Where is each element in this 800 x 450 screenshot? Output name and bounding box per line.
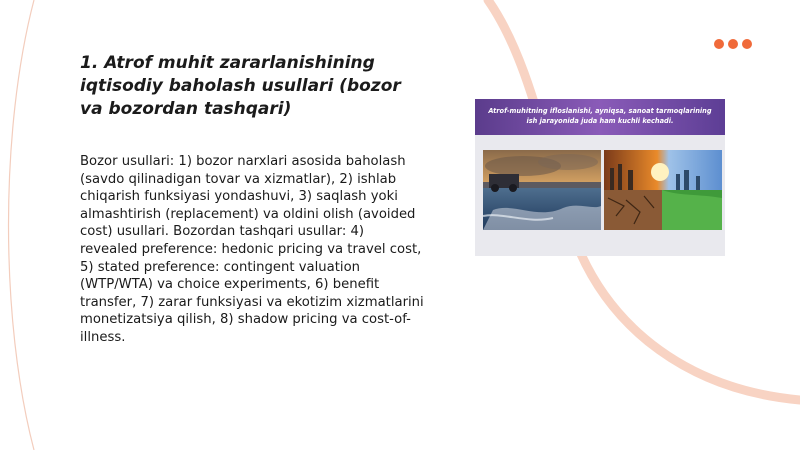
illustration-figure — [475, 99, 725, 256]
figure-caption-banner: Atrof-muhitning ifloslanishi, ayniqsa, sanoat tarmoqlarining ish jarayonida juda ham kuchli kechadi. — [475, 99, 725, 135]
slide-title: 1. Atrof muhit zararlanishining iqtisodiy baholash usullari (bozor va bozordan tashqari) — [80, 53, 401, 119]
three-dots-icon — [714, 39, 752, 49]
dot — [728, 39, 738, 49]
decorative-arc-left — [9, 0, 35, 450]
contrast-landscape-photo — [604, 150, 722, 230]
slide-body-text: Bozor usullari: 1) bozor narxlari asosida baholash (savdo qilinadigan tovar va xizmatlar), 2) ishlab chiqarish funksiyasi yondashuvi, 3) saqlash yoki almashtirish (replacement) va oldini olish (avoided cost) usullari. Bozordan tashqari usullar: 4) revealed preference: hedonic pricing va travel cost, 5) stated preference: contingent valuation (WTP/WTA) va choice experiments, 6) benefit transfer, 7) zarar funksiyasi va ekotizim xizmatlarini monetizatsiya qilish, 8) shadow pricing va cost-of-illness. — [80, 154, 424, 345]
dot — [742, 39, 752, 49]
pollution-photo — [483, 150, 601, 230]
dot — [714, 39, 724, 49]
